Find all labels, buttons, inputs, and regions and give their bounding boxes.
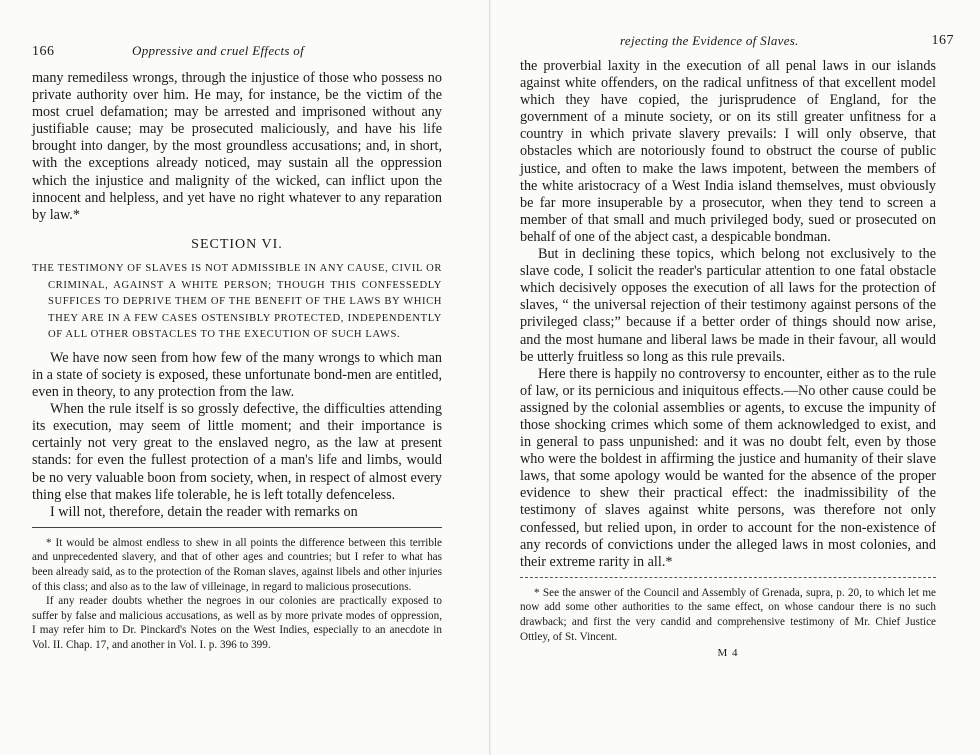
- left-body-text: [32, 70, 442, 521]
- right-footnote-rule: [520, 577, 936, 578]
- left-running-title: Oppressive and cruel Effects of: [132, 43, 305, 58]
- left-opening-paragraph: many remediless wrongs, through the injustice of those who possess no private authority over him. He may, for instance, be the victim of the most cruel defamation; may be arrested and imprisoned without any justifiable cause; may be prosecuted maliciously, and have his life brought into danger, by the most groundless accusations; and, in short, with the exceptions already noticed, may sustain all the oppression which the injustice and malignity of the wicked, can inflict upon the innocent and helpless, and yet have no right whatever to any reparation by law.*: [32, 70, 442, 223]
- right-footnotes: [520, 586, 936, 661]
- right-page-number: 167: [931, 33, 954, 48]
- left-paragraph-2: We have now seen from how few of the many wrongs to which man in a state of society is exposed, these unfortunate bond-men are entitled, even in theory, to any protection from the law.: [32, 349, 442, 401]
- right-running-head: [520, 30, 954, 52]
- left-page-number: 166: [32, 44, 55, 59]
- right-footnote: * See the answer of the Council and Assembly of Grenada, supra, p. 20, to which let me now add some other authorities to the same effect, on whose candour there is no such drawback; and first the very candid and comprehensive testimony of Mr. Chief Justice Ottley, of St. Vincent.: [520, 586, 936, 643]
- section-summary: THE TESTIMONY OF SLAVES IS NOT ADMISSIBLE IN ANY CAUSE, CIVIL OR CRIMINAL, AGAINST A WHITE PERSON; THOUGH THIS CONFESSEDLY SUFFICES TO DEPRIVE THEM OF THE BENEFIT OF THE LAWS BY WHICH THEY ARE IN A FEW CASES OSTENSIBLY PROTECTED, INDEPENDENTLY OF ALL OTHER OBSTACLES TO THE EXECUTION OF SUCH LAWS.: [32, 262, 442, 341]
- left-paragraph-3: When the rule itself is so grossly defective, the difficulties attending its execution, may seem of little moment; and their importance is certainly not very great to the enslaved negro, as the law at present stands: for even the fullest protection of a man's life and limbs, would be no very valuable boon from society, when, in respect of almost every thing else that makes life tolerable, he is left totally defenceless.: [32, 401, 442, 503]
- signature-mark: M 4: [717, 647, 739, 660]
- left-footnote-rule: [32, 527, 442, 528]
- left-running-head: [32, 30, 442, 59]
- right-running-title: rejecting the Evidence of Slaves.: [620, 33, 799, 48]
- right-paragraph-1: the proverbial laxity in the execution of all penal laws in our islands against white offenders, on the radical unfitness of that excellent model which they have copied, the jurisprudence of England, for the government of a minute society, or on its still greater unfitness for a country in which private slavery prevails: I will only observe, that obstacles which are notoriously found to obstruct the course of public justice, and often to make the laws impotent, between the members of the white aristocracy of a West India island themselves, must obviously be far more insuperable by a prosecutor, when they tend to screen a member of that small and much privileged body, sued or prosecuted on behalf of one of the abject cast, a despicable bondman.: [520, 58, 936, 245]
- right-page: [520, 30, 954, 661]
- right-body-text: [520, 58, 936, 571]
- left-footnotes: [32, 536, 442, 653]
- right-paragraph-3: Here there is happily no controversy to encounter, either as to the rule of law, or its pernicious and iniquitous effects.—No other cause could be assigned by the colonial assemblies or agents, to excuse the impunity of those shocking crimes which some of them acknowledged to exist, and in general to pass unpunished: and it was no doubt felt, even by those who were the boldest in affirming the justice and humanity of their slave laws, that some apology would be wanted for the absence of the proper evidence to shew their practical effect: the inadmissibility of the testimony of slaves against white persons, was therefore not only confessed, but relied upon, in order to account for the non-existence of any records of convictions under the alleged laws in most colonies, and their extreme rarity in all.*: [520, 365, 936, 570]
- left-footnote-1: * It would be almost endless to shew in all points the difference between this terrible and unprecedented slavery, and that of other ages and countries; but I refer to what has been already said, as to the protection of the Roman slaves, against libels and other injuries of this class; and also as to the law of villeinage, in regard to malicious prosecutions.: [32, 536, 442, 593]
- book-gutter: [489, 0, 491, 755]
- left-page: [32, 30, 442, 653]
- section-heading: SECTION VI.: [191, 236, 283, 252]
- left-footnote-2: If any reader doubts whether the negroes in our colonies are practically exposed to suffer by false and malicious accusations, as well as by more private modes of oppression, I may refer him to Dr. Pinckard's Notes on the West Indies, especially to an anecdote in Vol. II. Chap. 17, and another in Vol. I. p. 396 to 399.: [32, 595, 442, 651]
- left-paragraph-4: I will not, therefore, detain the reader with remarks on: [50, 503, 358, 520]
- right-paragraph-2: But in declining these topics, which belong not exclusively to the slave code, I solicit the reader's particular attention to one fatal obstacle which decisively opposes the execution of all laws for the protection of slaves, “ the universal rejection of their testimony against persons of the privileged class;” because if a better order of things should now arise, and the most humane and liberal laws be made in their favour, all would be utterly fruitless so long as this rule prevails.: [520, 246, 936, 365]
